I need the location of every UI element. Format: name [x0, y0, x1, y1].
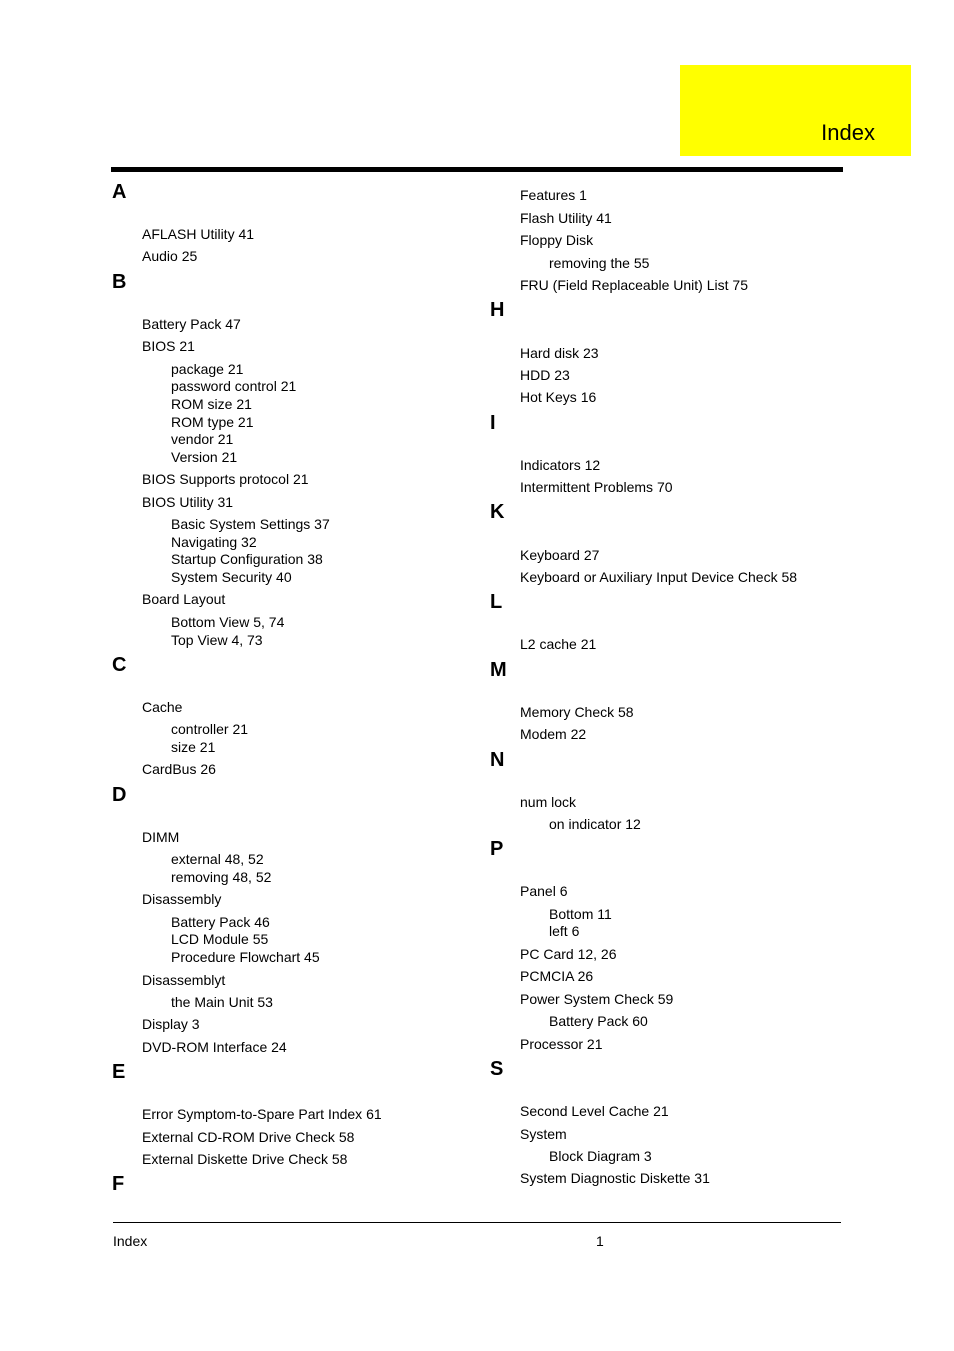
index-letter: H	[490, 299, 505, 321]
index-entry: Flash Utility 41	[520, 210, 612, 226]
index-entry: Modem 22	[520, 726, 587, 742]
index-subentry: package 21	[171, 361, 244, 377]
index-entry: System	[520, 1126, 567, 1142]
index-entry: System Diagnostic Diskette 31	[520, 1170, 710, 1186]
index-subentry: left 6	[549, 923, 580, 939]
index-entry: External CD-ROM Drive Check 58	[142, 1129, 355, 1145]
index-entry: Indicators 12	[520, 457, 601, 473]
index-letter: L	[490, 591, 503, 613]
index-letter: D	[112, 784, 127, 806]
index-entry: Floppy Disk	[520, 232, 594, 248]
index-subentry: Bottom View 5, 74	[171, 614, 285, 630]
index-entry: FRU (Field Replaceable Unit) List 75	[520, 277, 748, 293]
index-subentry: ROM size 21	[171, 396, 252, 412]
index-letter: K	[490, 501, 505, 523]
index-subentry: external 48, 52	[171, 851, 264, 867]
top-rule	[111, 167, 843, 172]
index-entry: Features 1	[520, 187, 587, 203]
index-entry: Keyboard 27	[520, 547, 600, 563]
index-subentry: System Security 40	[171, 569, 292, 585]
index-subentry: controller 21	[171, 721, 249, 737]
index-subentry: Procedure Flowchart 45	[171, 949, 320, 965]
index-entry: Panel 6	[520, 883, 568, 899]
footer-label: Index	[113, 1233, 148, 1249]
index-subentry: Block Diagram 3	[549, 1148, 652, 1164]
index-letter: B	[112, 271, 127, 293]
index-entry: Disassembly	[142, 891, 222, 907]
index-entry: Hot Keys 16	[520, 389, 597, 405]
index-entry: Intermittent Problems 70	[520, 479, 673, 495]
index-subentry: on indicator 12	[549, 816, 641, 832]
index-entry: HDD 23	[520, 367, 570, 383]
index-entry: Disassemblyt	[142, 972, 226, 988]
index-entry: BIOS Utility 31	[142, 494, 234, 510]
index-letter: N	[490, 749, 505, 771]
index-entry: Cache	[142, 699, 183, 715]
index-subentry: Battery Pack 60	[549, 1013, 648, 1029]
index-subentry: size 21	[171, 739, 216, 755]
index-subentry: Bottom 11	[549, 906, 612, 922]
index-subentry: ROM type 21	[171, 414, 254, 430]
index-letter: S	[490, 1058, 504, 1080]
bottom-rule	[113, 1222, 841, 1223]
index-subentry: the Main Unit 53	[171, 994, 273, 1010]
index-subentry: Basic System Settings 37	[171, 516, 330, 532]
index-letter: I	[490, 412, 496, 434]
index-entry: Display 3	[142, 1016, 200, 1032]
index-subentry: Top View 4, 73	[171, 632, 263, 648]
index-letter: C	[112, 654, 127, 676]
index-entry: Audio 25	[142, 248, 198, 264]
index-entry: Error Symptom-to-Spare Part Index 61	[142, 1106, 382, 1122]
index-letter: P	[490, 838, 504, 860]
index-entry: BIOS Supports protocol 21	[142, 471, 309, 487]
index-subentry: password control 21	[171, 378, 297, 394]
header-tab	[680, 65, 911, 156]
index-letter: E	[112, 1061, 126, 1083]
index-entry: External Diskette Drive Check 58	[142, 1151, 348, 1167]
index-entry: AFLASH Utility 41	[142, 226, 255, 242]
index-subentry: removing the 55	[549, 255, 650, 271]
index-subentry: vendor 21	[171, 431, 234, 447]
index-entry: PCMCIA 26	[520, 968, 594, 984]
index-letter: M	[490, 659, 507, 681]
index-entry: CardBus 26	[142, 761, 216, 777]
index-entry: Processor 21	[520, 1036, 603, 1052]
index-letter: A	[112, 181, 127, 203]
index-entry: PC Card 12, 26	[520, 946, 617, 962]
index-entry: Board Layout	[142, 591, 226, 607]
index-entry: DVD-ROM Interface 24	[142, 1039, 287, 1055]
index-entry: Power System Check 59	[520, 991, 674, 1007]
index-subentry: Navigating 32	[171, 534, 257, 550]
index-entry: DIMM	[142, 829, 180, 845]
index-subentry: Version 21	[171, 449, 238, 465]
index-entry: Battery Pack 47	[142, 316, 241, 332]
index-subentry: Battery Pack 46	[171, 914, 270, 930]
index-entry: Second Level Cache 21	[520, 1103, 669, 1119]
index-entry: L2 cache 21	[520, 636, 597, 652]
index-subentry: removing 48, 52	[171, 869, 272, 885]
index-entry: Keyboard or Auxiliary Input Device Check 58	[520, 569, 798, 585]
index-entry: Memory Check 58	[520, 704, 634, 720]
page-number: 1	[596, 1233, 604, 1249]
page-title: Index	[821, 120, 875, 145]
index-subentry: LCD Module 55	[171, 931, 269, 947]
index-letter: F	[112, 1173, 125, 1195]
index-subentry: Startup Configuration 38	[171, 551, 323, 567]
index-entry: Hard disk 23	[520, 345, 599, 361]
index-entry: num lock	[520, 794, 577, 810]
index-entry: BIOS 21	[142, 338, 195, 354]
